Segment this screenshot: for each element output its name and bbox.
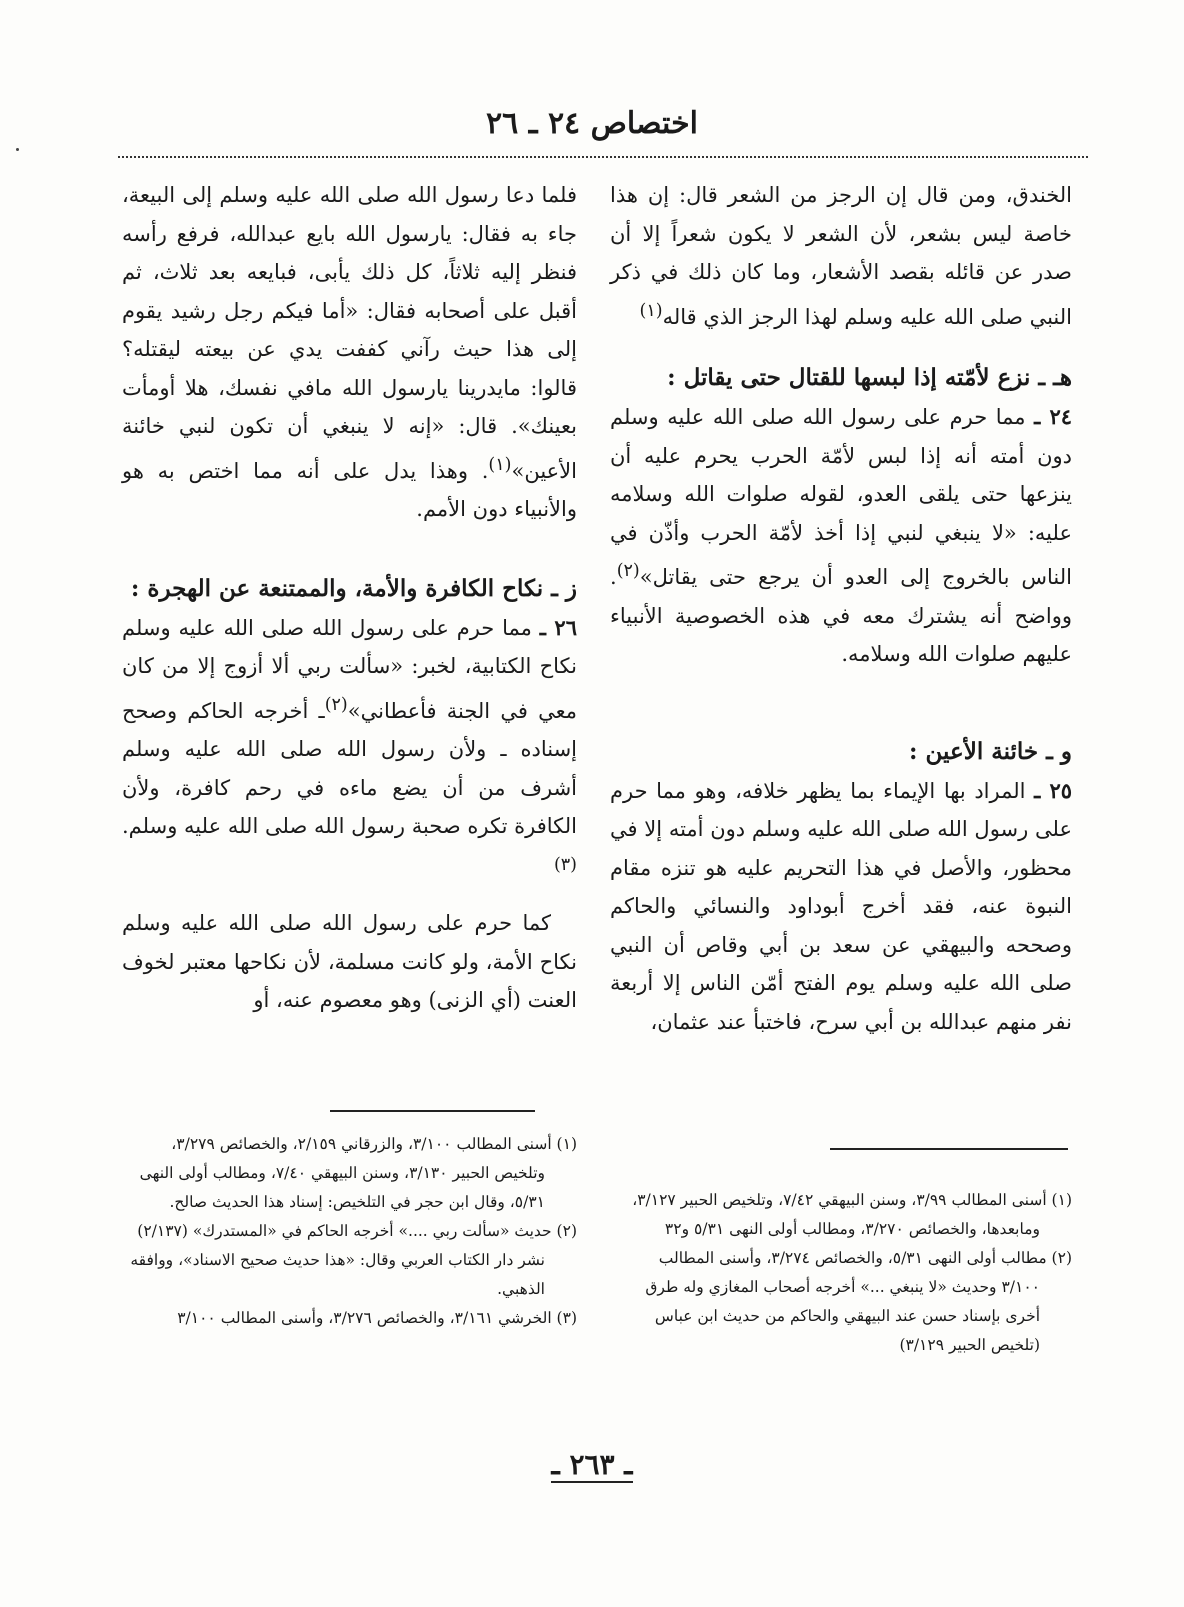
footnote: (٣) الخرشي ٣/١٦١، والخصائص ٣/٢٧٦، وأسنى المطالب ٣/١٠٠ bbox=[177, 1309, 577, 1327]
paragraph: فلما دعا رسول الله صلى الله عليه وسلم إلى البيعة، جاء به فقال: يارسول الله بايع عبدالله، فرفع رأسه فنظر إليه ثلاثاً، كل ذلك يأبى، فبايعه بعد ثلاث، ثم أقبل على أصحابه فقال: «أما فيكم رجل رشيد يقوم إلى هذا حيث رآني كففت يدي عن بيعته ليقتله؟ قالوا: مايدرينا يارسول الله مافي نفسك، هلا أومأت بعينك». قال: «إنه لا ينبغي أن تكون لنبي خائنة الأعين»$^{(١)}$. وهذا يدل على أنه مما اختص به هو والأنبياء دون الأمم. bbox=[122, 183, 577, 521]
footnote-ref: (٢) bbox=[324, 694, 348, 715]
footnote-ref: (١) bbox=[639, 300, 663, 321]
page-header: اختصاص ٢٤ ـ ٢٦ bbox=[486, 106, 698, 141]
item-number: ٢٥ ـ bbox=[1034, 777, 1072, 803]
item-number: ٢٤ ـ bbox=[1034, 404, 1072, 429]
left-column bbox=[122, 176, 577, 1020]
footnote: (٢) مطالب أولى النهى ٥/٣١، والخصائص ٣/٢٧٤، وأسنى المطالب ٣/١٠٠ وحديث «لا ينبغي ...» أخرجه أصحاب المغازي وله طرق أخرى بإسناد حسن عند البيهقي والحاكم من حديث ابن عباس (تلخيص الحبير ٣/١٢٩) bbox=[645, 1249, 1072, 1354]
page-number: ـ ٢٦٣ ـ bbox=[551, 1448, 633, 1481]
footnote: (١) أسنى المطالب ٣/١٠٠، والزرقاني ٢/١٥٩، والخصائص ٣/٢٧٩، وتلخيص الحبير ٣/١٣٠، وسنن البيهقي ٧/٤٠، ومطالب أولى النهى ٥/٣١، وقال ابن حجر في التلخيص: إسناد هذا الحديث صالح. bbox=[139, 1135, 577, 1211]
right-column bbox=[610, 176, 1072, 1041]
footnote-ref: (٣) bbox=[553, 854, 577, 875]
item-24: ٢٤ ـ مما حرم على رسول الله صلى الله عليه وسلم دون أمته أنه إذا لبس لأمّة الحرب يحرم عليه أن ينزعها حتى يلقى العدو، لقوله صلوات الله وسلامه عليه: «لا ينبغي لنبي إذا أخذ لأمّة الحرب وأذّن في الناس بالخروج إلى العدو أن يرجع حتى يقاتل»$^{(٢)}$. وواضح أنه يشترك معه في هذه الخصوصية الأنبياء عليهم صلوات الله وسلامه. bbox=[610, 404, 1072, 666]
paragraph: الخندق، ومن قال إن الرجز من الشعر قال: إن هذا خاصة ليس بشعر، لأن الشعر لا يكون شعراً إلا أن صدر عن قائله بقصد الأشعار، وما كان ذلك في ذكر النبي صلى الله عليه وسلم لهذا الرجز الذي قاله$^{(١)}$ bbox=[610, 183, 1072, 329]
footnote-ref: (١) bbox=[488, 454, 512, 475]
footnote-divider-left bbox=[330, 1110, 535, 1112]
footnote-ref: (٢) bbox=[616, 561, 640, 581]
footnote-divider-right bbox=[830, 1148, 1068, 1150]
item-26: ٢٦ ـ مما حرم على رسول الله صلى الله عليه وسلم نكاح الكتابية، لخبر: «سألت ربي ألا أزوج إلا من كان معي في الجنة فأعطاني»$^{(٢)}$ـ أخرجه الحاكم وصحح إسناده ـ ولأن رسول الله صلى الله عليه وسلم أشرف من أن يضع ماءه في رحم كافرة، ولأن الكافرة تكره صحبة رسول الله صلى الله عليه وسلم.$^{(٣)}$ bbox=[122, 614, 577, 875]
item-number: ٢٦ ـ bbox=[539, 614, 577, 640]
header-divider bbox=[118, 156, 1088, 158]
section-heading-w: و ـ خائنة الأعين : bbox=[909, 737, 1072, 765]
paragraph: كما حرم على رسول الله صلى الله عليه وسلم نكاح الأمة، ولو كانت مسلمة، لأن نكاحها معتبر لخوف العنت (أي الزنى) وهو معصوم عنه، أو bbox=[122, 911, 577, 1012]
item-25: ٢٥ ـ المراد بها الإيماء بما يظهر خلافه، وهو مما حرم على رسول الله صلى الله عليه وسلم دون أمته إلا في محظور، والأصل في هذا التحريم عليه هو تنزه مقام النبوة عنه، فقد أخرج أبوداود والنسائي والحاكم وصححه والبيهقي عن سعد بن أبي وقاص أن النبي صلى الله عليه وسلم يوم الفتح أمّن الناس إلا أربعة نفر منهم عبدالله بن أبي سرح، فاختبأ عند عثمان، bbox=[610, 777, 1072, 1034]
scan-speck bbox=[16, 148, 19, 151]
section-heading-z: ز ـ نكاح الكافرة والأمة، والممتنعة عن الهجرة : bbox=[130, 574, 577, 602]
footnotes-left bbox=[122, 1130, 577, 1333]
footnote: (١) أسنى المطالب ٣/٩٩، وسنن البيهقي ٧/٤٢، وتلخيص الحبير ٣/١٢٧، ومابعدها، والخصائص ٣/٢٧٠، ومطالب أولى النهى ٥/٣١ و٣٢ bbox=[632, 1191, 1072, 1238]
footnote: (٢) حديث «سألت ربي ....» أخرجه الحاكم في «المستدرك» (٢/١٣٧) نشر دار الكتاب العربي وقال: «هذا حديث صحيح الاسناد»، ووافقه الذهبي. bbox=[130, 1222, 577, 1298]
footnotes-right bbox=[620, 1186, 1072, 1360]
section-heading-h: هـ ـ نزع لأمّته إذا لبسها للقتال حتى يقاتل : bbox=[667, 364, 1072, 391]
